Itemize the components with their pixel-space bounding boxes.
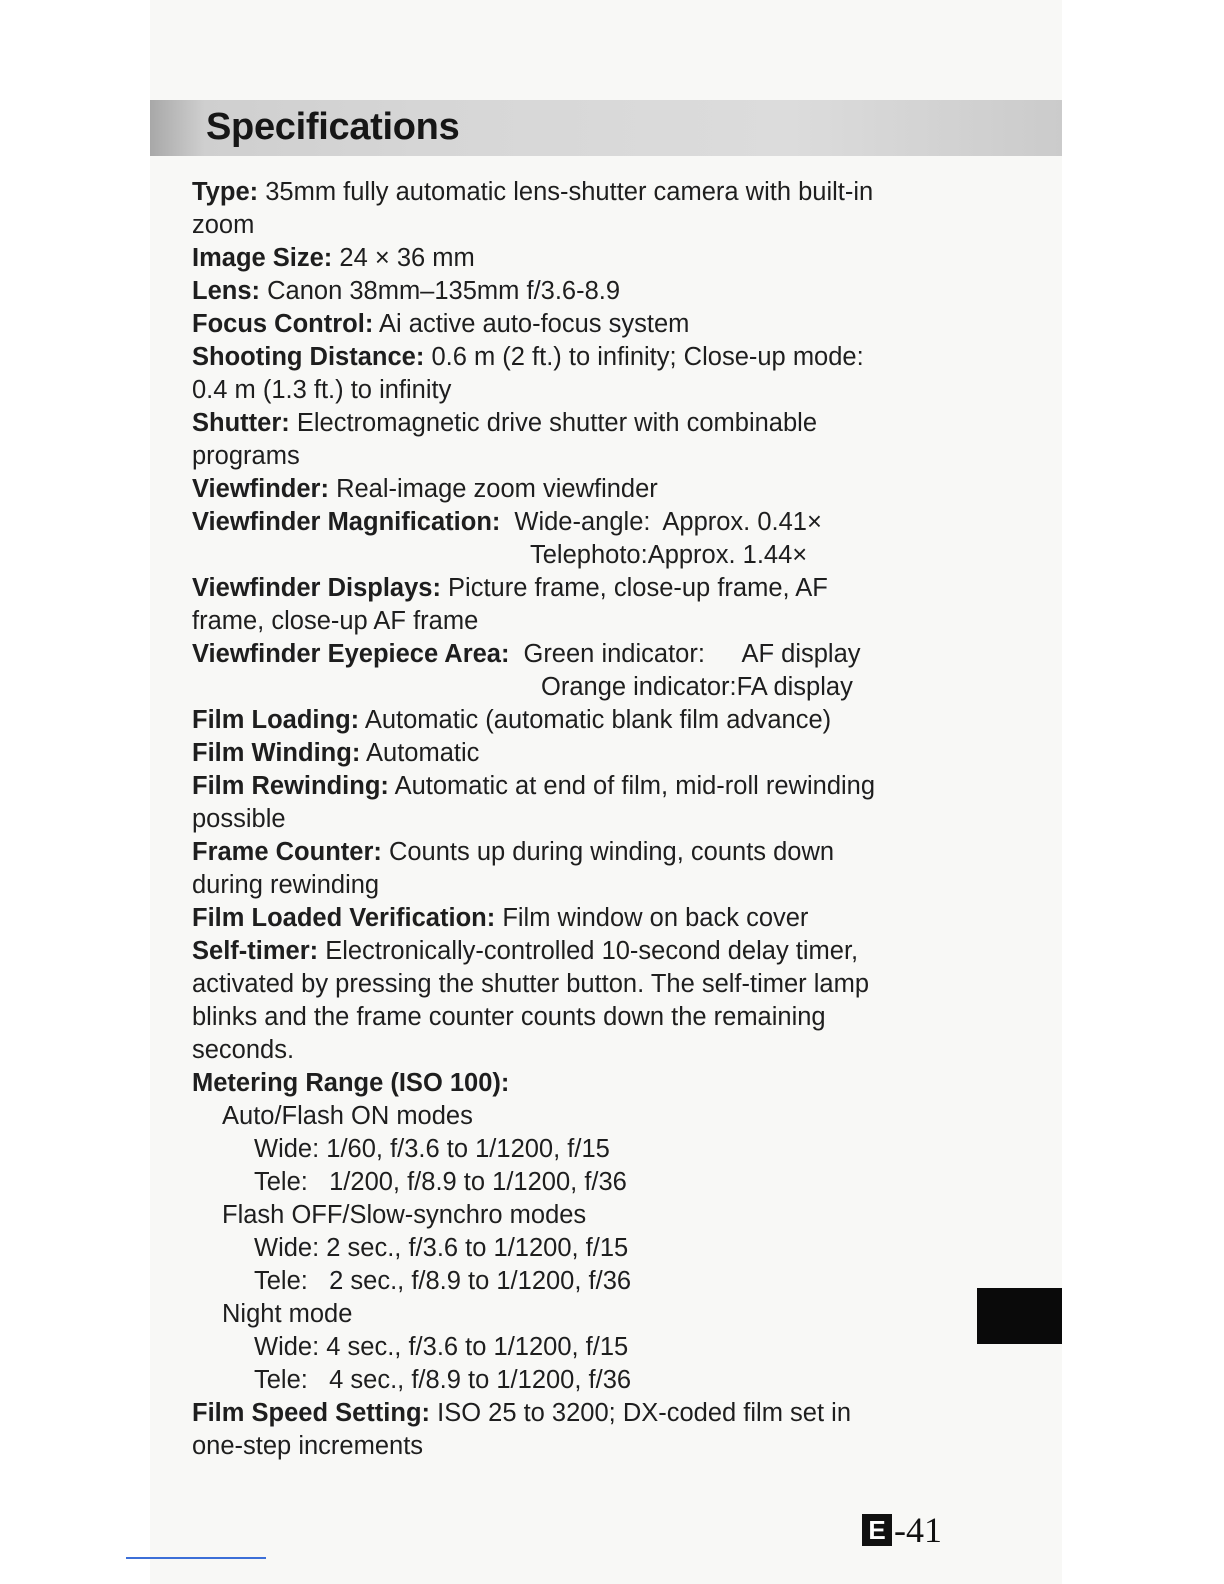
spec-value-continued: zoom	[192, 211, 255, 239]
metering-mode-heading: Auto/Flash ON modes	[222, 1102, 473, 1130]
metering-mode-heading: Night mode	[222, 1300, 353, 1328]
spec-value-continued: frame, close-up AF frame	[192, 607, 479, 635]
spec-metering-range	[192, 1067, 932, 1397]
spec-label: Film Winding:	[192, 739, 361, 767]
metering-wide-value: Wide: 2 sec., f/3.6 to 1/1200, f/15	[254, 1234, 629, 1262]
spec-value: Electromagnetic drive shutter with combinable	[296, 409, 818, 437]
spec-shooting-distance	[192, 341, 932, 407]
spec-label: Film Rewinding:	[192, 772, 389, 800]
metering-tele-value: Tele: 2 sec., f/8.9 to 1/1200, f/36	[254, 1267, 632, 1295]
spec-image-size	[192, 242, 932, 275]
spec-film-speed-setting	[192, 1397, 932, 1463]
orange-indicator-label: Orange indicator:	[541, 673, 737, 701]
spec-value: Picture frame, close-up frame, AF	[448, 574, 828, 602]
spec-value: 24 × 36 mm	[339, 244, 475, 272]
spec-viewfinder-magnification	[192, 506, 932, 572]
section-index-tab	[977, 1288, 1062, 1344]
spec-label: Viewfinder:	[192, 475, 329, 503]
page-number-text: -41	[894, 1510, 942, 1550]
orange-indicator-value: FA display	[736, 673, 853, 701]
spec-value: 35mm fully automatic lens-shutter camera with built-in	[265, 178, 874, 206]
spec-value-continued: one-step increments	[192, 1432, 424, 1460]
spec-label: Image Size:	[192, 244, 333, 272]
spec-viewfinder-eyepiece-area	[192, 638, 932, 704]
spec-value-continued: 0.4 m (1.3 ft.) to infinity	[192, 376, 452, 404]
spec-label: Viewfinder Eyepiece Area:	[192, 640, 510, 668]
spec-label: Frame Counter:	[192, 838, 382, 866]
spec-value: Automatic (automatic blank film advance)	[364, 706, 832, 734]
language-badge: E	[862, 1514, 892, 1546]
spec-label: Film Loaded Verification:	[192, 904, 496, 932]
spec-label: Viewfinder Displays:	[192, 574, 441, 602]
spec-film-winding	[192, 737, 932, 770]
magnification-wide-label: Wide-angle:	[514, 508, 651, 536]
spec-viewfinder-displays	[192, 572, 932, 638]
metering-tele-value: Tele: 1/200, f/8.9 to 1/1200, f/36	[254, 1168, 627, 1196]
metering-wide-value: Wide: 4 sec., f/3.6 to 1/1200, f/15	[254, 1333, 629, 1361]
page-number	[862, 1510, 942, 1550]
spec-value: ISO 25 to 3200; DX-coded film set in	[437, 1399, 852, 1427]
spec-label: Type:	[192, 178, 259, 206]
spec-value-continued: blinks and the frame counter counts down the remaining	[192, 1003, 826, 1031]
green-indicator-value: AF display	[741, 640, 861, 668]
specifications-list	[192, 176, 932, 1463]
spec-label: Metering Range (ISO 100):	[192, 1069, 510, 1097]
spec-value-continued: possible	[192, 805, 286, 833]
spec-value: Automatic	[366, 739, 480, 767]
spec-label: Film Loading:	[192, 706, 360, 734]
spec-value: Real-image zoom viewfinder	[336, 475, 658, 503]
metering-mode-heading: Flash OFF/Slow-synchro modes	[222, 1201, 587, 1229]
spec-value: Automatic at end of film, mid-roll rewinding	[394, 772, 876, 800]
spec-film-loaded-verification	[192, 902, 932, 935]
magnification-wide-value: Approx. 0.41×	[662, 508, 822, 536]
spec-label: Shooting Distance:	[192, 343, 425, 371]
spec-value-continued: during rewinding	[192, 871, 380, 899]
section-header-bar	[150, 100, 1062, 156]
spec-shutter	[192, 407, 932, 473]
spec-value: Canon 38mm–135mm f/3.6-8.9	[267, 277, 621, 305]
bottom-link-underline[interactable]	[126, 1557, 266, 1559]
spec-lens	[192, 275, 932, 308]
metering-tele-value: Tele: 4 sec., f/8.9 to 1/1200, f/36	[254, 1366, 632, 1394]
spec-film-loading	[192, 704, 932, 737]
spec-label: Film Speed Setting:	[192, 1399, 431, 1427]
page-title: Specifications	[206, 106, 460, 148]
spec-label: Self-timer:	[192, 937, 319, 965]
spec-film-rewinding	[192, 770, 932, 836]
spec-self-timer	[192, 935, 932, 1067]
magnification-tele-value: Approx. 1.44×	[647, 541, 808, 569]
spec-value: Counts up during winding, counts down	[388, 838, 835, 866]
spec-value: Film window on back cover	[502, 904, 809, 932]
spec-viewfinder	[192, 473, 932, 506]
spec-focus-control	[192, 308, 932, 341]
spec-value-continued: programs	[192, 442, 300, 470]
spec-value: Ai active auto-focus system	[379, 310, 690, 338]
spec-type	[192, 176, 932, 242]
spec-value: 0.6 m (2 ft.) to infinity; Close-up mode:	[431, 343, 864, 371]
magnification-tele-label: Telephoto:	[530, 541, 648, 569]
metering-wide-value: Wide: 1/60, f/3.6 to 1/1200, f/15	[254, 1135, 610, 1163]
spec-value: Electronically-controlled 10-second delay timer,	[325, 937, 859, 965]
green-indicator-label: Green indicator:	[523, 640, 705, 668]
spec-value-continued: seconds.	[192, 1036, 295, 1064]
spec-label: Focus Control:	[192, 310, 374, 338]
spec-label: Lens:	[192, 277, 261, 305]
spec-value-continued: activated by pressing the shutter button. The self-timer lamp	[192, 970, 870, 998]
spec-frame-counter	[192, 836, 932, 902]
spec-label: Shutter:	[192, 409, 290, 437]
spec-label: Viewfinder Magnification:	[192, 508, 501, 536]
